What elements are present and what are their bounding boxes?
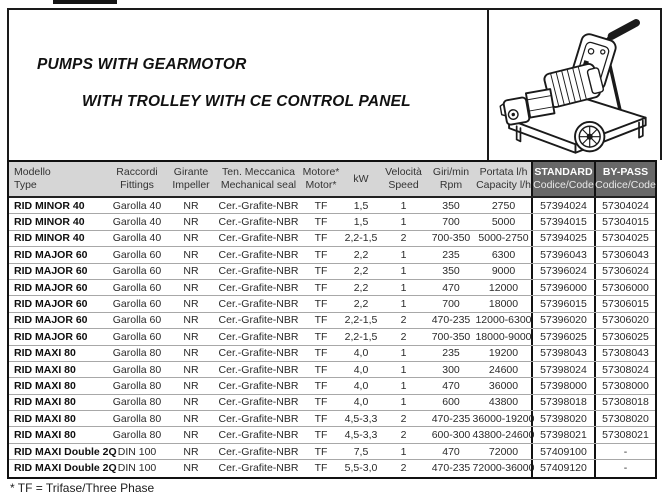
header-cell-rpm <box>426 162 476 196</box>
cell-capacity: 24600 <box>488 363 519 376</box>
cell-standard: 57398043 <box>531 346 594 361</box>
cell-seal: Cer.-Grafite-NBR <box>218 445 299 458</box>
table-row <box>9 378 655 394</box>
cell-model: RID MAXI 80 <box>14 396 76 409</box>
cell-seal: Cer.-Grafite-NBR <box>218 298 299 311</box>
table-row <box>9 313 655 329</box>
table-row <box>9 395 655 411</box>
cell-impeller: NR <box>183 379 199 392</box>
table-body <box>9 198 655 477</box>
cell-impeller: NR <box>183 462 199 475</box>
cell-kw: 5,5-3,0 <box>344 462 378 475</box>
header-cell-bypass <box>594 162 655 196</box>
cell-fittings: Garolla 80 <box>112 412 162 425</box>
cell-motor: TF <box>314 330 328 343</box>
cell-rpm: 470-235 <box>431 314 471 327</box>
cell-motor: TF <box>314 347 328 360</box>
cell-capacity: 72000-36000 <box>472 462 535 475</box>
cell-seal: Cer.-Grafite-NBR <box>218 379 299 392</box>
cell-fittings: Garolla 40 <box>112 199 162 212</box>
cell-speed: 1 <box>400 248 407 261</box>
scan-artifact-strip <box>53 0 117 4</box>
cell-capacity: 2750 <box>491 199 516 212</box>
table-row <box>9 231 655 247</box>
cell-motor: TF <box>314 298 328 311</box>
cell-bypass: 57306024 <box>594 264 655 279</box>
cell-standard: 57398021 <box>531 427 594 442</box>
header-cell-capacity <box>476 162 531 196</box>
cell-standard: 57396015 <box>531 296 594 311</box>
cell-standard: 57396024 <box>531 264 594 279</box>
cell-model: RID MAXI 80 <box>14 347 76 360</box>
cell-motor: TF <box>314 445 328 458</box>
cell-model: RID MAJOR 60 <box>14 281 88 294</box>
cell-capacity: 43800 <box>488 396 519 409</box>
cell-fittings: Garolla 40 <box>112 232 162 245</box>
header-label-primary: Ten. Meccanica <box>222 166 295 178</box>
cell-fittings: DIN 100 <box>117 445 157 458</box>
table-row <box>9 362 655 378</box>
cell-rpm: 600 <box>442 396 460 409</box>
header-label-secondary: Rpm <box>439 179 463 191</box>
cell-speed: 1 <box>400 265 407 278</box>
cell-model: RID MAXI 80 <box>14 412 76 425</box>
cell-rpm: 350 <box>442 199 460 212</box>
cell-standard: 57398000 <box>531 378 594 393</box>
cell-impeller: NR <box>183 363 199 376</box>
cell-bypass: 57306043 <box>594 247 655 262</box>
cell-motor: TF <box>314 216 328 229</box>
cell-speed: 2 <box>400 232 407 245</box>
cell-seal: Cer.-Grafite-NBR <box>218 314 299 327</box>
cell-bypass: 57304015 <box>594 214 655 229</box>
header-label-primary: kW <box>353 172 369 185</box>
cell-seal: Cer.-Grafite-NBR <box>218 412 299 425</box>
cell-capacity: 12000 <box>488 281 519 294</box>
footnote: * TF = Trifase/Three Phase <box>10 481 155 495</box>
table-row <box>9 214 655 230</box>
cell-motor: TF <box>314 396 328 409</box>
header-cell-model <box>9 162 108 196</box>
header-label-secondary: Mechanical seal <box>220 179 297 191</box>
cell-seal: Cer.-Grafite-NBR <box>218 363 299 376</box>
cell-standard: 57396043 <box>531 247 594 262</box>
cell-kw: 2,2-1,5 <box>344 314 378 327</box>
cell-seal: Cer.-Grafite-NBR <box>218 330 299 343</box>
header-label-secondary: Motor* <box>305 179 337 191</box>
header-label-primary: Motore* <box>302 166 340 178</box>
cell-fittings: Garolla 60 <box>112 298 162 311</box>
cell-capacity: 36000-19200 <box>472 412 535 425</box>
cell-motor: TF <box>314 232 328 245</box>
cell-motor: TF <box>314 265 328 278</box>
cell-bypass: 57306000 <box>594 280 655 295</box>
cell-standard: 57394024 <box>531 198 594 213</box>
cell-speed: 2 <box>400 429 407 442</box>
cell-kw: 4,0 <box>353 396 369 409</box>
cell-kw: 2,2 <box>353 298 369 311</box>
cell-fittings: Garolla 60 <box>112 248 162 261</box>
cell-standard: 57396025 <box>531 329 594 344</box>
cell-standard: 57394015 <box>531 214 594 229</box>
spec-table <box>7 160 657 479</box>
table-row <box>9 264 655 280</box>
cell-motor: TF <box>314 248 328 261</box>
cell-speed: 2 <box>400 412 407 425</box>
cell-standard: 57409100 <box>531 444 594 459</box>
page-subtitle: WITH TROLLEY WITH CE CONTROL PANEL <box>82 93 411 110</box>
cell-bypass: 57308020 <box>594 411 655 426</box>
cell-rpm: 700-350 <box>431 330 471 343</box>
cell-rpm: 600-300 <box>431 429 471 442</box>
header-label-primary: STANDARD <box>534 166 593 178</box>
cell-bypass: 57308021 <box>594 427 655 442</box>
cell-speed: 1 <box>400 379 407 392</box>
cell-speed: 1 <box>400 396 407 409</box>
header-cell-kw <box>341 162 381 196</box>
table-row <box>9 198 655 214</box>
cell-bypass: 57304025 <box>594 231 655 246</box>
cell-speed: 1 <box>400 281 407 294</box>
cell-seal: Cer.-Grafite-NBR <box>218 347 299 360</box>
cell-fittings: DIN 100 <box>117 462 157 475</box>
cell-model: RID MAJOR 60 <box>14 314 88 327</box>
header-cell-fittings <box>108 162 166 196</box>
cell-bypass: - <box>594 460 655 476</box>
pump-trolley-illustration <box>492 11 658 158</box>
cell-bypass: - <box>594 444 655 459</box>
cell-model: RID MAXI 80 <box>14 363 76 376</box>
cell-seal: Cer.-Grafite-NBR <box>218 199 299 212</box>
header-label-primary: Portata l/h <box>479 166 528 178</box>
cell-seal: Cer.-Grafite-NBR <box>218 216 299 229</box>
header-cell-motor <box>301 162 341 196</box>
cell-capacity: 36000 <box>488 379 519 392</box>
cell-model: RID MAXI Double 2Q <box>14 462 117 475</box>
cell-impeller: NR <box>183 330 199 343</box>
header-label-secondary: Fittings <box>120 179 154 191</box>
header-cell-seal <box>216 162 301 196</box>
header-label-primary: Giri/min <box>432 166 470 178</box>
cell-rpm: 300 <box>442 363 460 376</box>
cell-kw: 1,5 <box>353 199 369 212</box>
cell-kw: 2,2-1,5 <box>344 232 378 245</box>
cell-rpm: 235 <box>442 347 460 360</box>
cell-impeller: NR <box>183 199 199 212</box>
cell-seal: Cer.-Grafite-NBR <box>218 265 299 278</box>
cell-rpm: 235 <box>442 248 460 261</box>
table-header-row <box>9 162 655 198</box>
table-row <box>9 329 655 345</box>
cell-impeller: NR <box>183 429 199 442</box>
cell-impeller: NR <box>183 281 199 294</box>
cell-kw: 2,2 <box>353 281 369 294</box>
cell-model: RID MAXI Double 2Q <box>14 445 117 458</box>
cell-standard: 57398024 <box>531 362 594 377</box>
header-label-secondary: Capacity l/h <box>476 179 531 191</box>
table-row <box>9 247 655 263</box>
cell-speed: 2 <box>400 314 407 327</box>
cell-capacity: 9000 <box>491 265 516 278</box>
cell-model: RID MINOR 40 <box>14 199 85 212</box>
table-row <box>9 444 655 460</box>
cell-speed: 1 <box>400 363 407 376</box>
cell-motor: TF <box>314 429 328 442</box>
header-label-secondary: Speed <box>388 179 419 191</box>
cell-speed: 1 <box>400 298 407 311</box>
cell-speed: 1 <box>400 445 407 458</box>
header-label-secondary: Codice/Code <box>595 179 656 191</box>
cell-impeller: NR <box>183 248 199 261</box>
cell-bypass: 57308018 <box>594 395 655 410</box>
header-label-primary: BY-PASS <box>602 166 649 178</box>
cell-standard: 57394025 <box>531 231 594 246</box>
cell-fittings: Garolla 60 <box>112 281 162 294</box>
cell-kw: 1,5 <box>353 216 369 229</box>
cell-kw: 4,5-3,3 <box>344 412 378 425</box>
cell-rpm: 470 <box>442 281 460 294</box>
cell-impeller: NR <box>183 216 199 229</box>
cell-model: RID MAXI 80 <box>14 379 76 392</box>
cell-fittings: Garolla 80 <box>112 363 162 376</box>
cell-capacity: 72000 <box>488 445 519 458</box>
cell-motor: TF <box>314 314 328 327</box>
cell-speed: 2 <box>400 330 407 343</box>
header-label-primary: Velocità <box>385 166 422 178</box>
cell-capacity: 5000-2750 <box>478 232 529 245</box>
cell-motor: TF <box>314 363 328 376</box>
table-row <box>9 296 655 312</box>
cell-capacity: 18000 <box>488 298 519 311</box>
cell-kw: 4,5-3,3 <box>344 429 378 442</box>
cell-motor: TF <box>314 199 328 212</box>
cell-capacity: 18000-9000 <box>475 330 532 343</box>
cell-standard: 57409120 <box>531 460 594 476</box>
cell-impeller: NR <box>183 265 199 278</box>
table-row <box>9 411 655 427</box>
cell-impeller: NR <box>183 298 199 311</box>
cell-rpm: 700 <box>442 298 460 311</box>
cell-impeller: NR <box>183 396 199 409</box>
header-cell-standard <box>531 162 594 196</box>
header-label-primary: Girante <box>173 166 209 178</box>
cell-impeller: NR <box>183 232 199 245</box>
cell-motor: TF <box>314 379 328 392</box>
cell-impeller: NR <box>183 314 199 327</box>
header-label-secondary: Impeller <box>172 179 210 191</box>
cell-model: RID MAJOR 60 <box>14 248 88 261</box>
cell-kw: 4,0 <box>353 379 369 392</box>
header-label-primary: Raccordi <box>116 166 158 178</box>
cell-fittings: Garolla 60 <box>112 330 162 343</box>
cell-standard: 57396020 <box>531 313 594 328</box>
table-row <box>9 427 655 443</box>
table-row <box>9 280 655 296</box>
header-label-primary: Modello <box>14 166 51 178</box>
cell-fittings: Garolla 80 <box>112 379 162 392</box>
cell-motor: TF <box>314 412 328 425</box>
table-row <box>9 460 655 476</box>
cell-seal: Cer.-Grafite-NBR <box>218 396 299 409</box>
cell-model: RID MAXI 80 <box>14 429 76 442</box>
cell-rpm: 470-235 <box>431 462 471 475</box>
cell-model: RID MAJOR 60 <box>14 298 88 311</box>
cell-seal: Cer.-Grafite-NBR <box>218 281 299 294</box>
cell-bypass: 57306020 <box>594 313 655 328</box>
cell-fittings: Garolla 60 <box>112 314 162 327</box>
cell-speed: 1 <box>400 216 407 229</box>
cell-kw: 7,5 <box>353 445 369 458</box>
cell-fittings: Garolla 80 <box>112 396 162 409</box>
header-label-secondary: Type <box>14 179 37 191</box>
cell-rpm: 350 <box>442 265 460 278</box>
cell-kw: 4,0 <box>353 363 369 376</box>
header-label-secondary: Codice/Code <box>533 179 594 191</box>
cell-seal: Cer.-Grafite-NBR <box>218 248 299 261</box>
cell-fittings: Garolla 80 <box>112 347 162 360</box>
cell-kw: 2,2 <box>353 248 369 261</box>
cell-bypass: 57308024 <box>594 362 655 377</box>
cell-model: RID MINOR 40 <box>14 216 85 229</box>
cell-standard: 57398020 <box>531 411 594 426</box>
cell-impeller: NR <box>183 445 199 458</box>
cell-model: RID MAJOR 60 <box>14 330 88 343</box>
cell-rpm: 470 <box>442 445 460 458</box>
cell-fittings: Garolla 80 <box>112 429 162 442</box>
cell-fittings: Garolla 40 <box>112 216 162 229</box>
cell-standard: 57396000 <box>531 280 594 295</box>
cell-seal: Cer.-Grafite-NBR <box>218 429 299 442</box>
cell-capacity: 19200 <box>488 347 519 360</box>
cell-bypass: 57306015 <box>594 296 655 311</box>
header-cell-speed <box>381 162 426 196</box>
table-row <box>9 346 655 362</box>
cell-fittings: Garolla 60 <box>112 265 162 278</box>
cell-model: RID MAJOR 60 <box>14 265 88 278</box>
cell-standard: 57398018 <box>531 395 594 410</box>
cell-kw: 2,2-1,5 <box>344 330 378 343</box>
cell-capacity: 43800-24600 <box>472 429 535 442</box>
cell-speed: 2 <box>400 462 407 475</box>
cell-speed: 1 <box>400 347 407 360</box>
cell-model: RID MINOR 40 <box>14 232 85 245</box>
cell-motor: TF <box>314 281 328 294</box>
cell-bypass: 57304024 <box>594 198 655 213</box>
header-cell-impeller <box>166 162 216 196</box>
cell-bypass: 57308043 <box>594 346 655 361</box>
cell-capacity: 5000 <box>491 216 516 229</box>
cell-rpm: 700 <box>442 216 460 229</box>
cell-capacity: 12000-6300 <box>475 314 532 327</box>
page-title: PUMPS WITH GEARMOTOR <box>37 56 247 73</box>
cell-rpm: 470-235 <box>431 412 471 425</box>
cell-speed: 1 <box>400 199 407 212</box>
cell-kw: 4,0 <box>353 347 369 360</box>
cell-impeller: NR <box>183 412 199 425</box>
cell-bypass: 57308000 <box>594 378 655 393</box>
cell-motor: TF <box>314 462 328 475</box>
cell-kw: 2,2 <box>353 265 369 278</box>
cell-seal: Cer.-Grafite-NBR <box>218 232 299 245</box>
cell-impeller: NR <box>183 347 199 360</box>
image-box-divider <box>487 10 489 160</box>
cell-rpm: 700-350 <box>431 232 471 245</box>
cell-rpm: 470 <box>442 379 460 392</box>
cell-seal: Cer.-Grafite-NBR <box>218 462 299 475</box>
cell-capacity: 6300 <box>491 248 516 261</box>
cell-bypass: 57306025 <box>594 329 655 344</box>
